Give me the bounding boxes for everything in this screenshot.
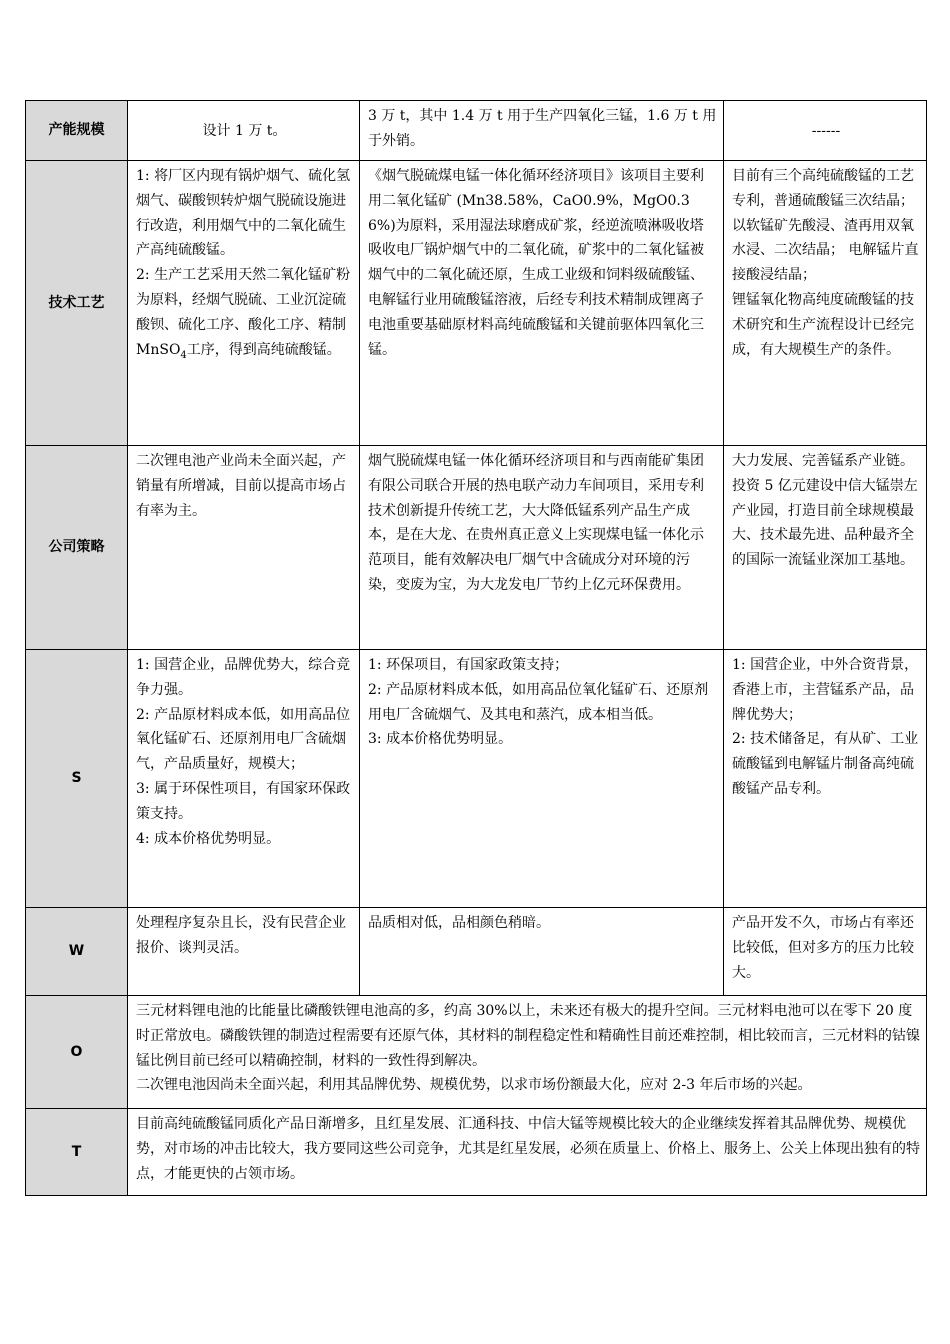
s-cell-2 [360,650,724,908]
s-cell-1-item-1: 1: 国营企业，品牌优势大，综合竞争力强。 [136,657,351,698]
s-cell-3-item-2: 2: 技术储备足，有从矿、工业硫酸锰到电解锰片制备高纯硫酸锰产品专利。 [732,731,919,797]
s-cell-2-item-3: 3: 成本价格优势明显。 [368,731,513,748]
tech-cell-1-item-1: 1: 将厂区内现有锅炉烟气、硫化氢烟气、碳酸钡转炉烟气脱硫设施进行改造，利用烟气中的二氧化硫生产高纯硫酸锰。 [136,168,351,259]
s-cell-2-item-2: 2: 产品原材料成本低，如用高品位氧化锰矿石、还原剂用电厂含硫烟气、及其电和蒸汽，成本相当低。 [368,681,709,723]
o-cell-para-2: 二次锂电池因尚未全面兴起，利用其品牌优势、规模优势，以求市场份额最大化，应对 2-3 年后市场的兴起。 [136,1077,812,1094]
row-label-strategy: 公司策略 [26,446,128,650]
tech-cell-1-item-2 [136,263,353,362]
strategy-cell-3: 大力发展、完善锰系产业链。投资 5 亿元建设中信大锰崇左产业园，打造目前全球规模最大、技术最先进、品种最齐全的国际一流锰业深加工基地。 [724,446,927,650]
s-cell-1-item-2: 2: 产品原材料成本低，如用高品位氧化锰矿石、还原剂用电厂含硫烟气，产品质量好，规模大； [136,706,351,773]
s-cell-3 [724,650,927,908]
tech-cell-1 [128,161,360,446]
s-cell-2-item-1: 1: 环保项目，有国家政策支持； [368,657,569,673]
tech-cell-3 [724,161,927,446]
s-cell-3-item-1: 1: 国营企业，中外合资背景，香港上市，主营锰系产品，品牌优势大； [732,657,919,723]
row-label-tech: 技术工艺 [26,161,128,446]
table-row-tech [26,161,927,446]
o-cell-para-1: 三元材料锂电池的比能量比磷酸铁锂电池高的多，约高 30%以上，未来还有极大的提升空间。三元材料电池可以在零下 20 度时正常放电。磷酸铁锂的制造过程需要有还原气体，其材料的制程稳定性和精确性目前还难控制，相比较而言，三元材料的钴镍锰比例目前已经可以精确控制，材料的一致性得到解决。 [136,1003,920,1069]
t-cell: 目前高纯硫酸锰同质化产品日渐增多，且红星发展、汇通科技、中信大锰等规模比较大的企业继续发挥着其品牌优势、规模优势，对市场的冲击比较大，我方要同这些公司竞争，尤其是红星发展，必须在质量上、价格上、服务上、公关上体现出独有的特点，才能更快的占领市场。 [128,1109,927,1196]
row-label-s: S [26,650,128,908]
s-cell-1-item-4: 4: 成本价格优势明显。 [136,830,281,847]
strategy-cell-2: 烟气脱硫煤电锰一体化循环经济项目和与西南能矿集团有限公司联合开展的热电联产动力车间项目，采用专利技术创新提升传统工艺，大大降低锰系列产品生产成本，是在大龙、在贵州真正意义上实现煤电锰一体化示范项目，能有效解决电厂烟气中含硫成分对环境的污染，变废为宝，为大龙发电厂节约上亿元环保费用。 [360,446,724,650]
table-row-s [26,650,927,908]
row-label-capacity: 产能规模 [26,101,128,161]
table-row-strategy [26,446,927,650]
table-row-t [26,1109,927,1196]
tech-cell-3-item-2: 锂锰氧化物高纯度硫酸锰的技术研究和生产流程设计已经完成，有大规模生产的条件。 [732,291,914,358]
tech-cell-1-item-2-tail: 工序，得到高纯硫酸锰。 [186,341,341,358]
table-row-o [26,996,927,1109]
capacity-cell-3: ------ [724,101,927,161]
s-cell-1 [128,650,360,908]
comparison-table [25,100,927,1196]
row-label-o: O [26,996,128,1109]
row-label-t: T [26,1109,128,1196]
row-label-w: W [26,908,128,996]
o-cell [128,996,927,1109]
strategy-cell-1: 二次锂电池产业尚未全面兴起，产销量有所增减，目前以提高市场占有率为主。 [128,446,360,650]
w-cell-2: 品质相对低，品相颜色稍暗。 [360,908,724,996]
capacity-cell-2: 3 万 t，其中 1.4 万 t 用于生产四氧化三锰，1.6 万 t 用于外销。 [360,101,724,161]
tech-cell-1-item-2-text: 2: 生产工艺采用天然二氧化锰矿粉为原料，经烟气脱硫、工业沉淀硫酸钡、硫化工序、酸化工序、精制 MnSO [136,267,351,358]
w-cell-1: 处理程序复杂且长，没有民营企业报价、谈判灵活。 [128,908,360,996]
table-row-capacity [26,101,927,161]
capacity-cell-1: 设计 1 万 t。 [128,101,360,161]
s-cell-1-item-3: 3: 属于环保性项目，有国家环保政策支持。 [136,780,351,822]
tech-cell-3-item-1: 目前有三个高纯硫酸锰的工艺专利，普通硫酸锰三次结晶；以软锰矿先酸浸、渣再用双氧水浸、二次结晶； 电解锰片直接酸浸结晶； [732,168,919,284]
tech-cell-1-subscript: 4 [180,349,187,361]
table-row-w [26,908,927,996]
w-cell-3: 产品开发不久，市场占有率还比较低，但对多方的压力比较大。 [724,908,927,996]
tech-cell-2: 《烟气脱硫煤电锰一体化循环经济项目》该项目主要利用二氧化锰矿 (Mn38.58%，CaO0.9%，MgO0.36%)为原料，采用湿法球磨成矿浆，经逆流喷淋吸收塔吸收电厂锅炉烟气中的二氧化硫，矿浆中的二氧化锰被烟气中的二氧化硫还原，生成工业级和饲料级硫酸锰、电解锰行业用硫酸锰溶液，后经专利技术精制成锂离子电池重要基础原材料高纯硫酸锰和关键前驱体四氧化三锰。 [360,161,724,446]
